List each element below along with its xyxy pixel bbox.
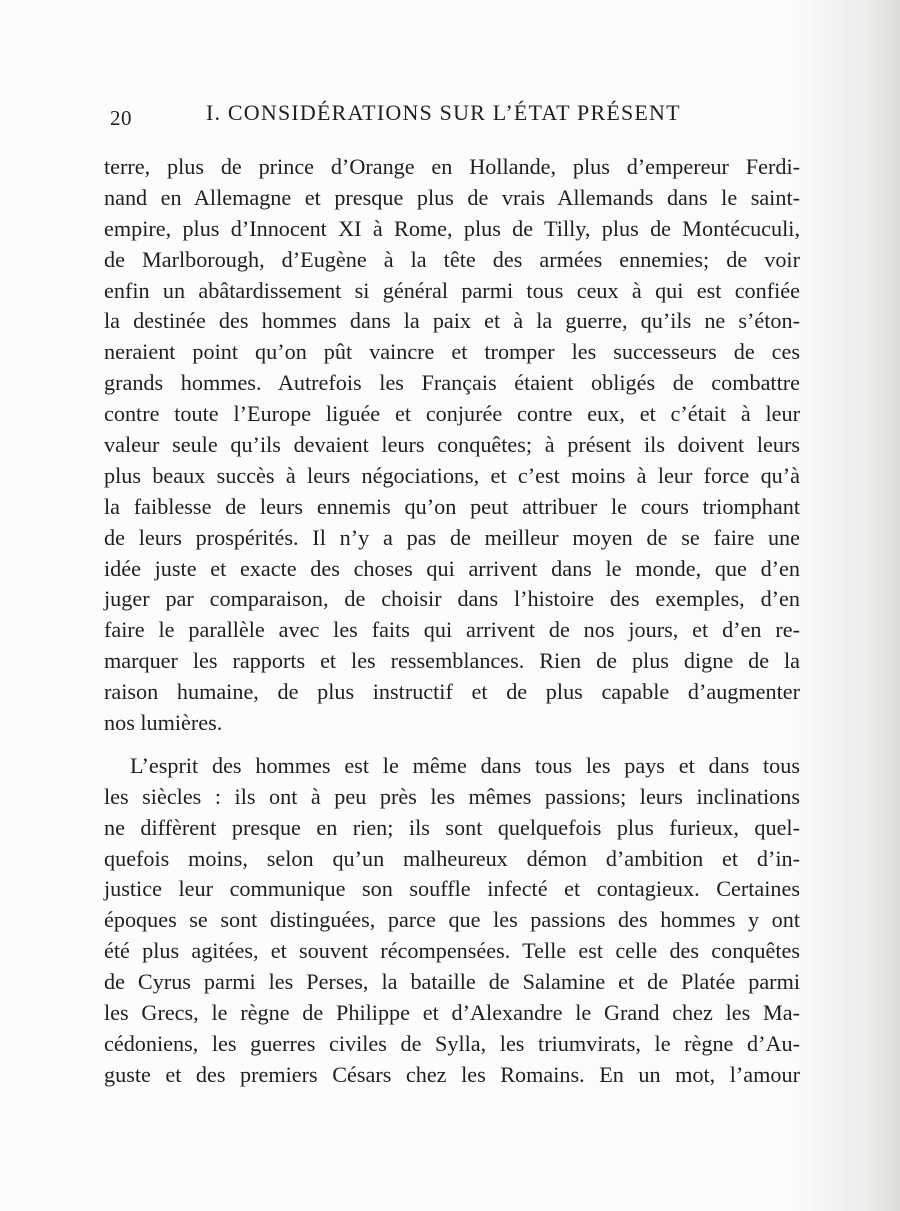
text-line: la faiblesse de leurs ennemis qu’on peut attribuer le cours triomphant bbox=[104, 493, 800, 519]
text-line: quefois moins, selon qu’un malheureux démon d’ambition et d’in- bbox=[104, 845, 800, 871]
text-line: terre, plus de prince d’Orange en Hollande, plus d’empereur Ferdi- bbox=[104, 154, 800, 179]
text-line: ne diffèrent presque en rien; ils sont quelquefois plus furieux, quel- bbox=[104, 814, 800, 840]
paragraph bbox=[104, 152, 800, 739]
page-number: 20 bbox=[110, 106, 132, 130]
text-line: grands hommes. Autrefois les Français étaient obligés de combattre bbox=[104, 370, 800, 396]
text-line: faire le parallèle avec les faits qui arrivent de nos jours, et d’en re- bbox=[104, 617, 800, 643]
page-header bbox=[110, 100, 710, 136]
text-line: de leurs prospérités. Il n’y a pas de meilleur moyen de se faire une bbox=[104, 524, 800, 550]
text-line: guste et des premiers Césars chez les Romains. En un mot, l’amour bbox=[104, 1061, 800, 1087]
text-line: idée juste et exacte des choses qui arrivent dans le monde, que d’en bbox=[104, 555, 800, 581]
text-line: L’esprit des hommes est le même dans tous les pays et dans tous bbox=[130, 752, 800, 778]
text-line: cédoniens, les guerres civiles de Sylla, les triumvirats, le règne d’Au- bbox=[104, 1030, 800, 1056]
text-line: valeur seule qu’ils devaient leurs conquêtes; à présent ils doivent leurs bbox=[104, 432, 800, 458]
text-line: nand en Allemagne et presque plus de vrais Allemands dans le saint- bbox=[104, 184, 800, 210]
text-line: de Cyrus parmi les Perses, la bataille de Salamine et de Platée parmi bbox=[104, 969, 800, 995]
text-line: la destinée des hommes dans la paix et à la guerre, qu’ils ne s’éton- bbox=[104, 308, 800, 334]
text-line: marquer les rapports et les ressemblances. Rien de plus digne de la bbox=[104, 648, 800, 674]
text-line: de Marlborough, d’Eugène à la tête des armées ennemies; de voir bbox=[104, 246, 800, 272]
text-line: justice leur communique son souffle infecté et contagieux. Certaines bbox=[104, 876, 800, 902]
text-line: juger par comparaison, de choisir dans l’histoire des exemples, d’en bbox=[104, 586, 800, 612]
text-line: époques se sont distinguées, parce que les passions des hommes y ont bbox=[104, 907, 800, 933]
paragraph bbox=[104, 751, 800, 1091]
text-line: les siècles : ils ont à peu près les mêmes passions; leurs inclinations bbox=[104, 783, 800, 809]
text-line: neraient point qu’on pût vaincre et tromper les successeurs de ces bbox=[104, 339, 800, 365]
running-title: I. CONSIDÉRATIONS SUR L’ÉTAT PRÉSENT bbox=[206, 100, 681, 125]
text-line: raison humaine, de plus instructif et de plus capable d’augmenter bbox=[104, 679, 800, 705]
body-text bbox=[104, 152, 800, 1091]
text-line: plus beaux succès à leurs négociations, et c’est moins à leur force qu’à bbox=[104, 462, 800, 488]
paragraph-gap bbox=[104, 739, 800, 751]
text-line: contre toute l’Europe liguée et conjurée contre eux, et c’était à leur bbox=[104, 401, 800, 427]
text-line: enfin un abâtardissement si général parmi tous ceux à qui est confiée bbox=[104, 277, 800, 303]
text-line: été plus agitées, et souvent récompensées. Telle est celle des conquêtes bbox=[104, 938, 800, 964]
text-line: les Grecs, le règne de Philippe et d’Alexandre le Grand chez les Ma- bbox=[104, 1000, 800, 1026]
text-line: empire, plus d’Innocent XI à Rome, plus de Tilly, plus de Montécuculi, bbox=[104, 215, 800, 241]
text-line: nos lumières. bbox=[104, 710, 223, 736]
